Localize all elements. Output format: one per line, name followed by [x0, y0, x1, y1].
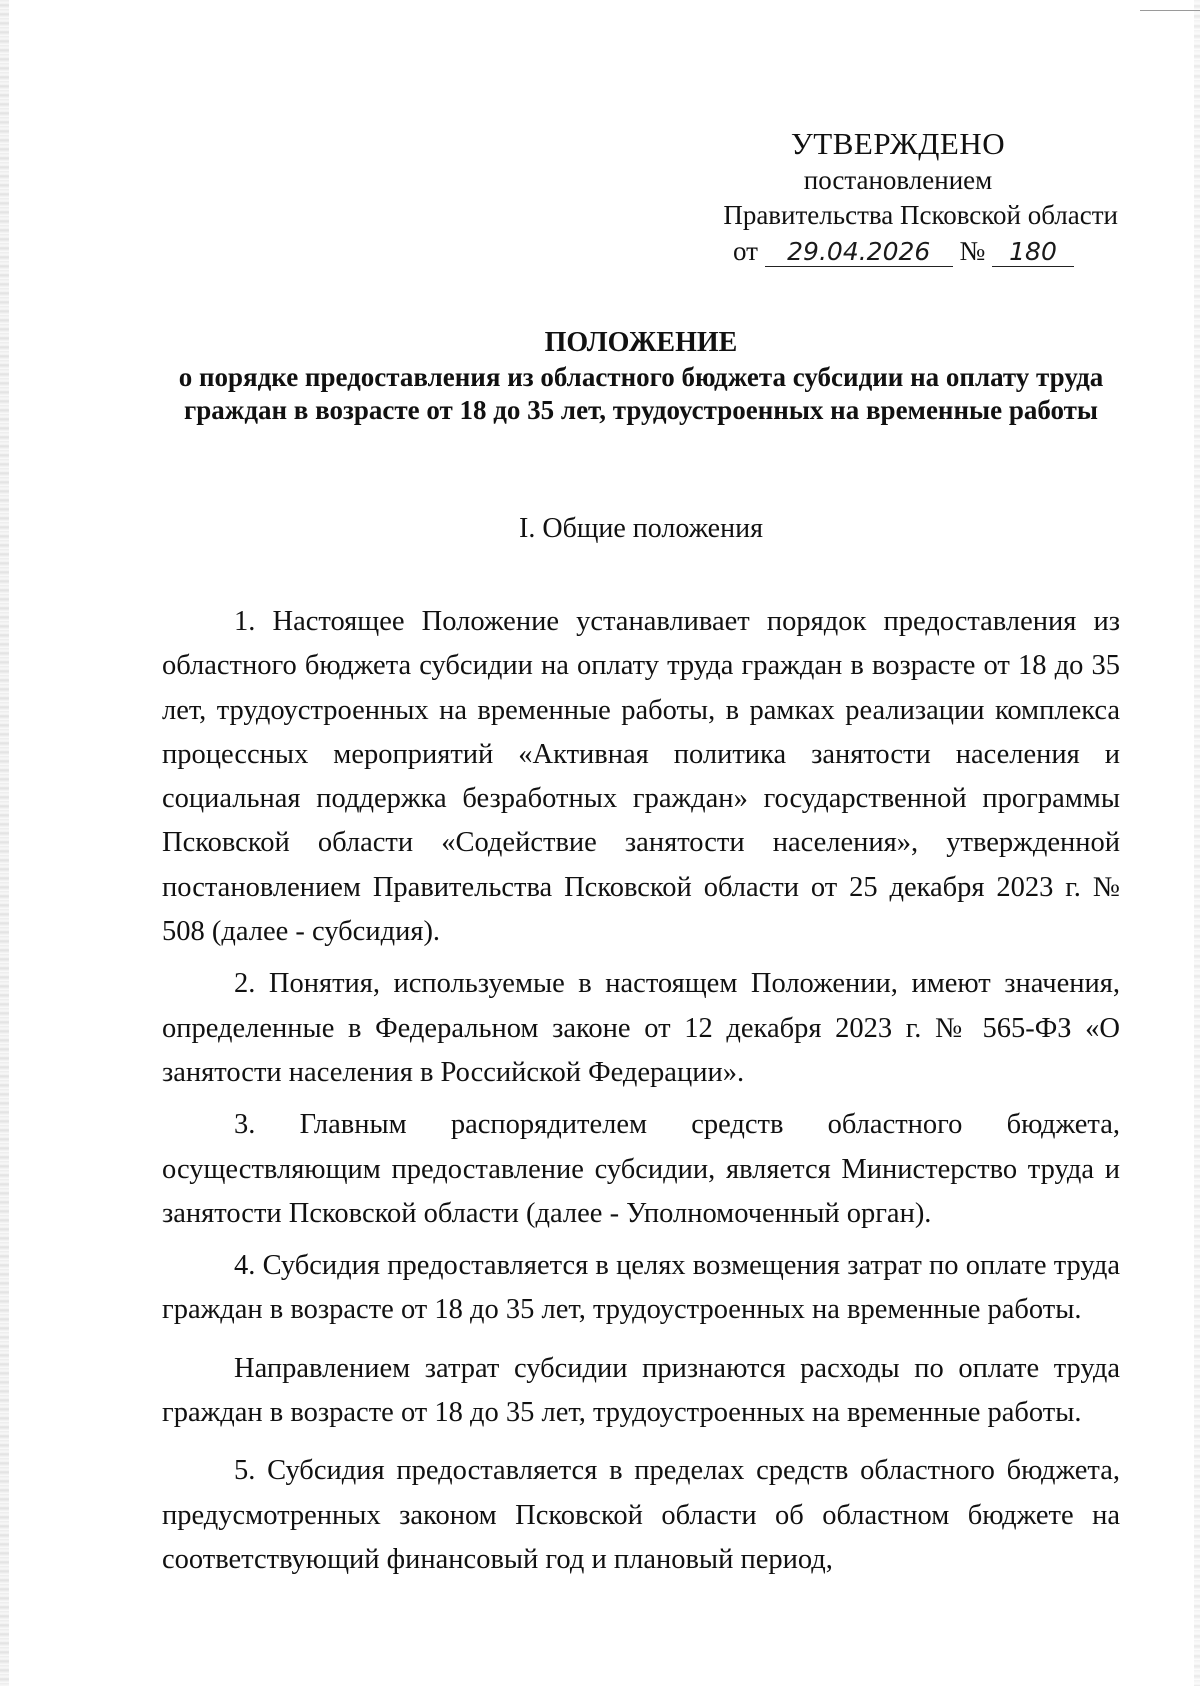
approval-resolution: постановлением [803, 165, 993, 195]
section-heading: I. Общие положения [519, 513, 763, 544]
approval-number-label: № [959, 236, 986, 266]
paragraph-3: 3. Главным распорядителем средств областного бюджета, осуществляющим предоставление субсидии, является Министерство труда и занятости Псковской области (далее - Уполномоченный орган). [162, 1109, 1120, 1229]
approval-date-handwritten: 29.04.2026 [765, 238, 953, 267]
approval-government: Правительства Псковской области [723, 200, 1118, 230]
approval-date-line [678, 234, 1118, 269]
paragraph-2: 2. Понятия, используемые в настоящем Положении, имеют значения, определенные в Федеральном законе от 12 декабря 2023 г. № 565-ФЗ «О занятости населения в Российской Федерации». [162, 968, 1120, 1088]
document-title-heading: ПОЛОЖЕНИЕ [544, 327, 738, 358]
document-title-subtitle: о порядке предоставления из областного бюджета субсидии на оплату труда граждан в возрасте от 18 до 35 лет, трудоустроенных на временные работы [178, 362, 1104, 425]
scan-edge-right [1194, 0, 1200, 1686]
paragraph-4-direction: Направлением затрат субсидии признаются расходы по оплате труда граждан в возрасте от 18 до 35 лет, трудоустроенных на временные работы. [162, 1352, 1120, 1429]
approval-number-handwritten: 180 [992, 238, 1074, 267]
document-body [162, 600, 1120, 1582]
document-title [160, 326, 1122, 427]
paragraph-5: 5. Субсидия предоставляется в пределах средств областного бюджета, предусмотренных законом Псковской области об областном бюджете на соответствующий финансовый год и плановый период, [162, 1455, 1120, 1575]
paragraph-4: 4. Субсидия предоставляется в целях возмещения затрат по оплате труда граждан в возрасте от 18 до 35 лет, трудоустроенных на временные работы. [162, 1250, 1120, 1326]
approval-block [678, 126, 1118, 269]
paragraph-1: 1. Настоящее Положение устанавливает порядок предоставления из областного бюджета субсидии на оплату труда граждан в возрасте от 18 до 35 лет, трудоустроенных на временные работы, в рамках реализации комплекса процессных мероприятий «Активная политика занятости населения и социальная поддержка безработных граждан» государственной программы Псковской области «Содействие занятости населения», утвержденной постановлением Правительства Псковской области от 25 декабря 2023 г. № 508 (далее - субсидия). [162, 606, 1120, 948]
scan-edge-left [0, 0, 9, 1686]
approval-from-label: от [733, 236, 758, 266]
approval-title: УТВЕРЖДЕНО [790, 126, 1006, 161]
scan-corner-line [1140, 10, 1200, 11]
